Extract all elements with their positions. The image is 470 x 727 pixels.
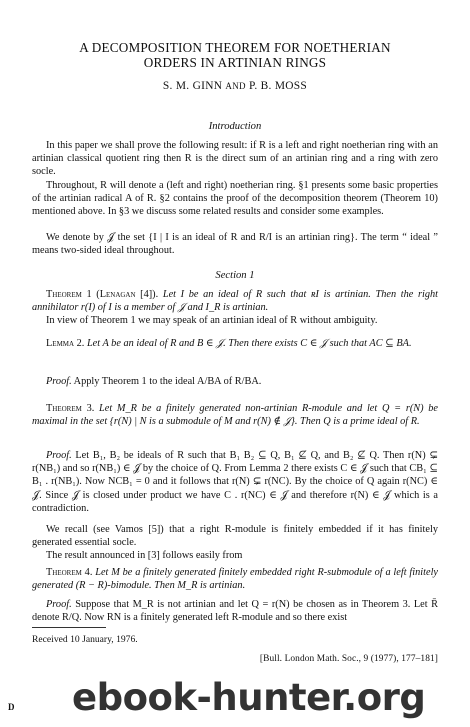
watermark-text: ebook-hunter.org: [72, 676, 426, 719]
page-signature-letter: D: [8, 702, 15, 712]
intro-paragraph-2: Throughout, R will denote a (left and right) noetherian ring. §1 presents some basic properties of the artinian radical A of R. §2 contains the proof of the decomposition theorem (Theorem 10) mentioned above. In §3 we discuss some related results and consider some examples.: [32, 180, 438, 218]
introduction-heading: Introduction: [208, 121, 262, 132]
theorem-3: Theorem 3. Let M_R be a finitely generated non-artinian R-module and let Q = r(N) be maximal in the set {r(N) | N is a submodule of M and r(N) ∉ 𝒥}. Then Q is a prime ideal of R.: [32, 403, 438, 428]
theorem-4: Theorem 4. Let M be a finitely generated finitely embedded right R-submodule of a left finitely generated (R − R)-bimodule. Then M_R is artinian.: [32, 567, 438, 592]
lemma-2: Lemma 2. Let A be an ideal of R and B ∈ 𝒥. Then there exists C ∈ 𝒥 such that AC ⊆ BA.: [46, 338, 412, 349]
theorem-4-proof: Proof. Suppose that M_R is not artinian and let Q = r(N) be chosen as in Theorem 3. Let R̄ denote R/Q. Now RN is a finitely generated left R-module and so there exist: [32, 599, 438, 624]
intro-paragraph-1: In this paper we shall prove the following result: if R is a left and right noetherian ring with an artinian classical quotient ring then R is the direct sum of an artinian ring and a ring with zero socle.: [32, 140, 438, 178]
title-line-1: A DECOMPOSITION THEOREM FOR NOETHERIAN: [79, 40, 391, 55]
result-announcement: The result announced in [3] follows easily from: [46, 550, 243, 561]
intro-paragraph-3: We denote by 𝒥 the set {I | I is an ideal of R and R/I is an artinian ring}. The term “ ideal ” means two-sided ideal throughout.: [32, 232, 438, 257]
theorem-1-remark: In view of Theorem 1 we may speak of an artinian ideal of R without ambiguity.: [46, 315, 378, 326]
paper-title: [30, 40, 440, 70]
author-2: P. B. MOSS: [248, 80, 308, 92]
footnote-rule: [32, 627, 106, 628]
theorem-1: Theorem 1 (Lenagan [4]). Let I be an ideal of R such that ʀI is artinian. Then the right annihilator r(I) of I is a member of 𝒥 and I_R is artinian.: [32, 289, 438, 314]
journal-citation: [Bull. London Math. Soc., 9 (1977), 177–181]: [259, 654, 438, 664]
title-line-2: ORDERS IN ARTINIAN RINGS: [143, 55, 327, 70]
received-date: Received 10 January, 1976.: [32, 634, 138, 645]
authors: [30, 80, 440, 92]
lemma-2-proof: Proof. Apply Theorem 1 to the ideal A/BA of R/BA.: [46, 376, 262, 387]
author-and: AND: [225, 81, 246, 91]
author-1: S. M. GINN: [162, 80, 223, 92]
vamos-remark: We recall (see Vamos [5]) that a right R-module is finitely embedded if it has finitely generated essential socle.: [32, 524, 438, 549]
theorem-3-proof: Proof. Let B₁, B₂ be ideals of R such that B₁ B₂ ⊆ Q, B₁ ⊈ Q, and B₂ ⊈ Q. Then r(N) ⊊ r(NB₁) and so r(NB₁) ∈ 𝒥 by the choice of Q. From Lemma 2 there exists C ∈ 𝒥 such that CB₁ ⊆ B₁ . r(NB₁). Now NCB₁ = 0 and it follows that r(N) ⊊ r(NC). By the choice of Q again r(NC) ∈ 𝒥. Since 𝒥 is closed under product we have C . r(NC) ∈ 𝒥 and therefore r(N) ∈ 𝒥 which is a contradiction.: [32, 450, 438, 514]
section-1-heading: Section 1: [215, 270, 255, 281]
